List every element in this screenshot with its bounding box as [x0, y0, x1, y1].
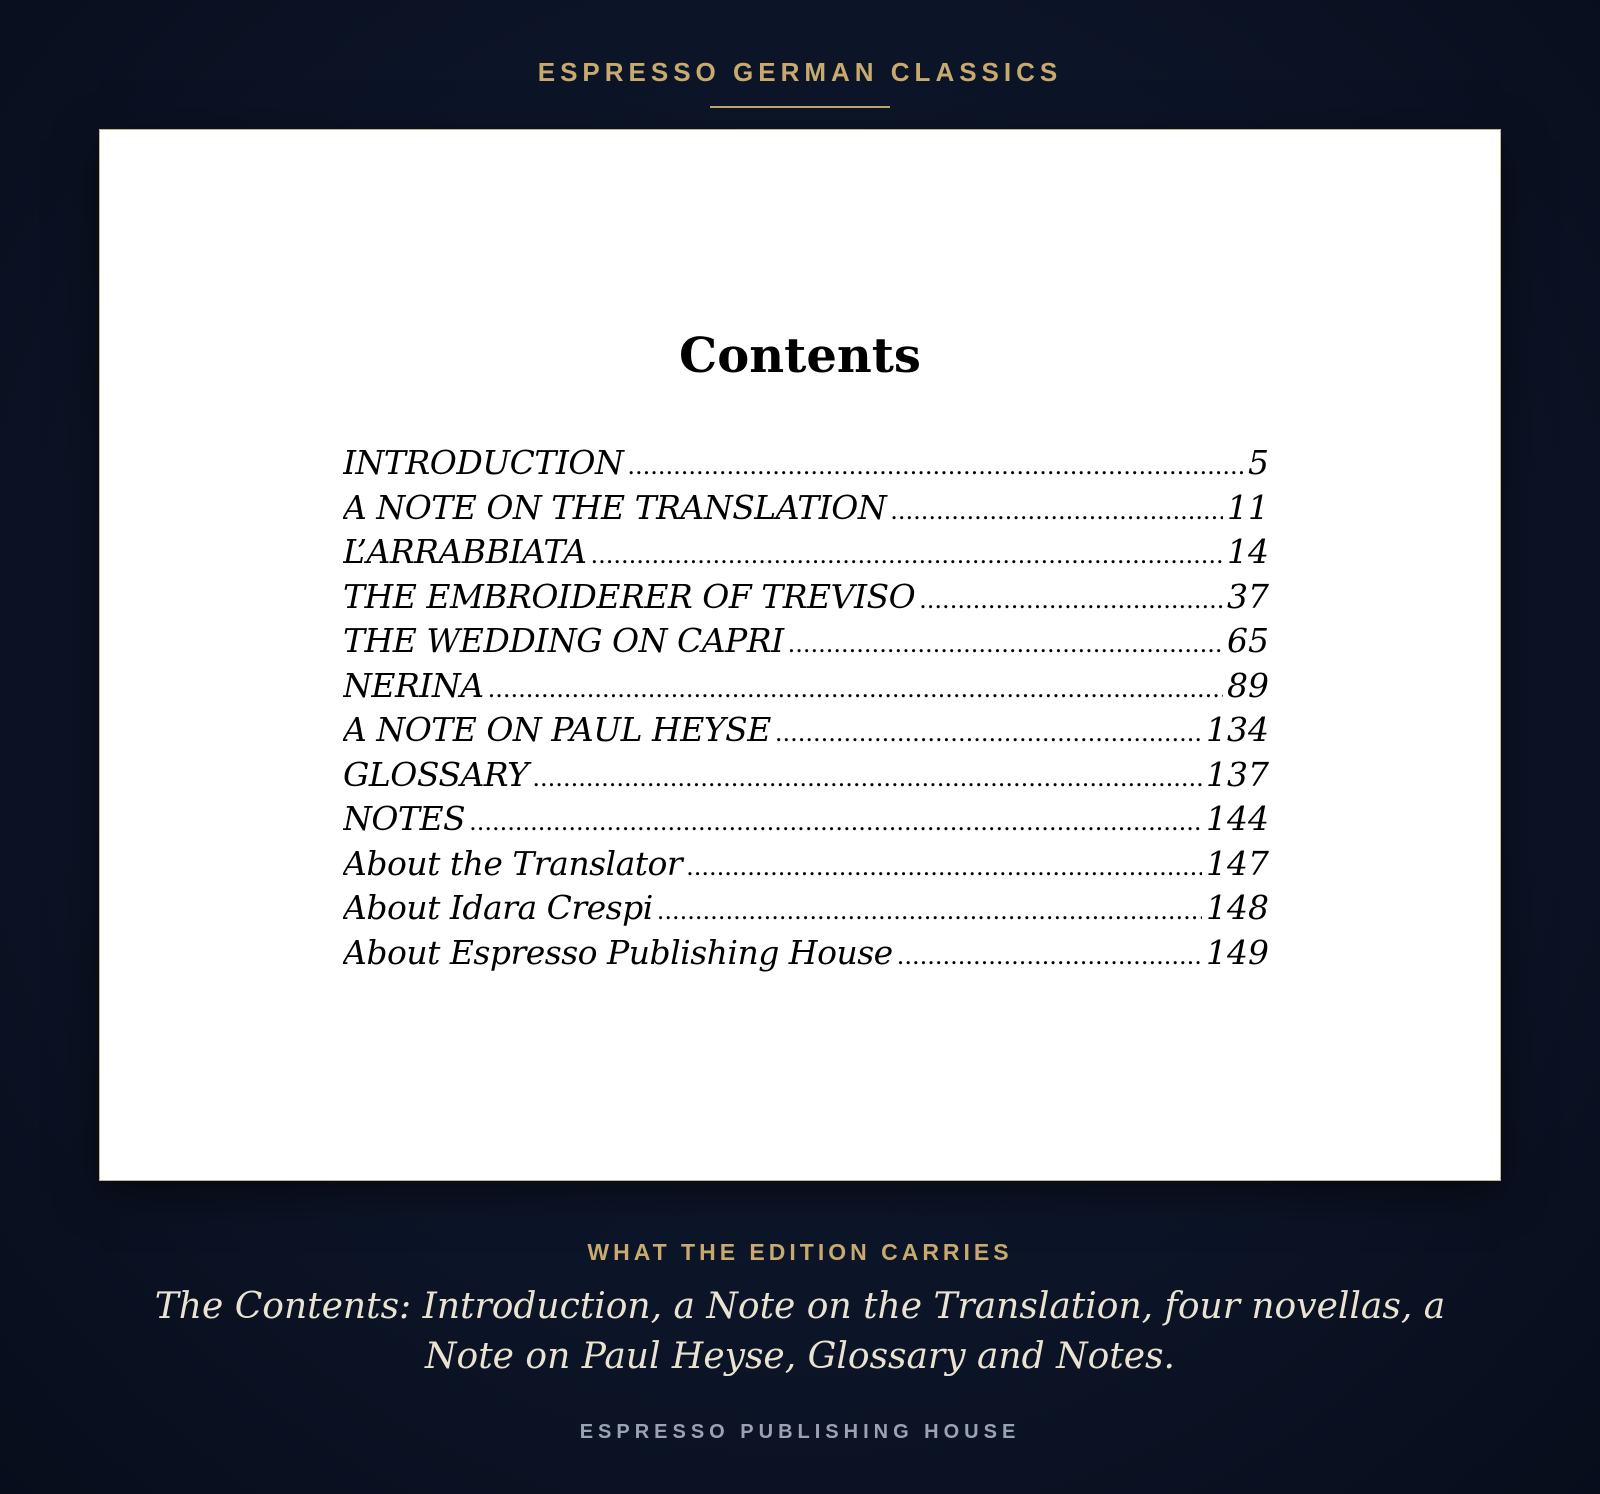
book-page	[99, 129, 1501, 1181]
toc-page-number: 65	[1227, 621, 1269, 660]
toc-row	[343, 621, 1269, 666]
toc-page-number: 147	[1206, 843, 1269, 883]
toc-entry-title: About Idara Crespi	[343, 888, 653, 927]
toc-page-number: 134	[1206, 710, 1269, 749]
toc-entry-title: GLOSSARY	[343, 754, 529, 794]
toc-row	[343, 710, 1269, 755]
toc-dot-leader	[627, 452, 1244, 480]
toc-page-number: 144	[1206, 799, 1269, 838]
toc-dot-leader	[657, 897, 1202, 925]
toc-dot-leader	[919, 586, 1223, 614]
toc-entry-title: NOTES	[343, 799, 466, 838]
toc-page-number: 137	[1206, 754, 1269, 794]
toc-entry-title: About the Translator	[343, 843, 683, 883]
caption-label: WHAT THE EDITION CARRIES	[587, 1239, 1013, 1265]
toc-page-number: 11	[1227, 487, 1269, 527]
toc-dot-leader	[775, 719, 1202, 747]
toc-dot-leader	[890, 497, 1223, 525]
toc-entry-title: NERINA	[343, 665, 484, 705]
toc-dot-leader	[897, 942, 1202, 970]
toc-row	[343, 488, 1269, 533]
series-divider	[710, 106, 890, 108]
toc-row	[343, 799, 1269, 844]
toc-row	[343, 577, 1269, 622]
toc-row	[343, 888, 1269, 933]
toc-entry-title: INTRODUCTION	[343, 443, 624, 482]
toc-entry-title: THE WEDDING ON CAPRI	[343, 621, 784, 660]
toc-entry-title: A NOTE ON PAUL HEYSE	[343, 710, 771, 749]
toc-entry-title: L’ARRABBIATA	[343, 532, 587, 571]
toc-row	[343, 844, 1269, 889]
toc-page-number: 89	[1227, 665, 1269, 705]
toc-page-number: 5	[1248, 443, 1269, 482]
toc-row	[343, 755, 1269, 800]
toc-page-number: 37	[1227, 576, 1269, 616]
toc-dot-leader	[788, 630, 1223, 658]
toc-dot-leader	[469, 808, 1202, 836]
toc-row	[343, 532, 1269, 577]
toc-page-number: 148	[1206, 888, 1269, 927]
toc-page-number: 14	[1227, 532, 1269, 571]
toc-dot-leader	[686, 853, 1202, 881]
toc-page-number: 149	[1206, 932, 1269, 972]
toc-row	[343, 933, 1269, 978]
toc-entry-title: About Espresso Publishing House	[343, 932, 893, 972]
series-title: ESPRESSO GERMAN CLASSICS	[537, 57, 1063, 87]
toc-row	[343, 443, 1269, 488]
toc-dot-leader	[488, 675, 1223, 703]
caption-text: The Contents: Introduction, a Note on the Translation, four novellas, a Note on Paul Heyse, Glossary and Notes.	[154, 1286, 1446, 1377]
toc-entry-title: THE EMBROIDERER OF TREVISO	[343, 576, 916, 616]
contents-heading: Contents	[679, 328, 921, 384]
table-of-contents	[343, 443, 1269, 977]
toc-dot-leader	[532, 764, 1202, 792]
toc-row	[343, 666, 1269, 711]
toc-entry-title: A NOTE ON THE TRANSLATION	[343, 487, 887, 527]
publisher-name: ESPRESSO PUBLISHING HOUSE	[579, 1421, 1021, 1443]
toc-dot-leader	[590, 541, 1223, 569]
